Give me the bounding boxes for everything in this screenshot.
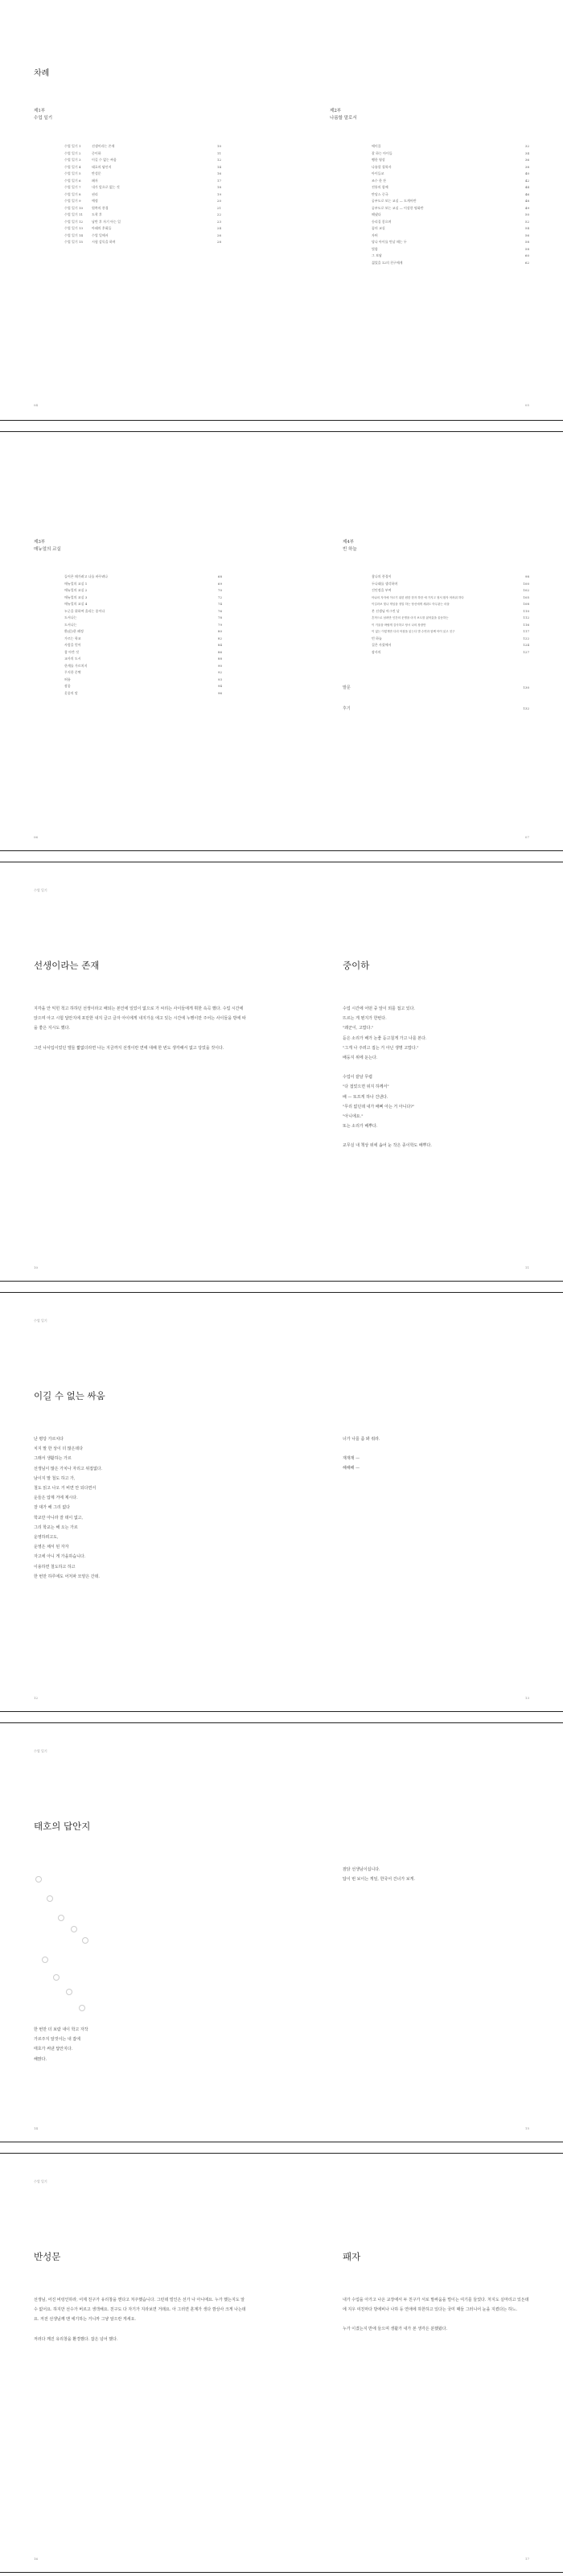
page-number: 07 [524, 835, 529, 839]
toc-item[interactable]: 수업 일기 4 태호의 답안지 14 [64, 164, 221, 169]
toc-item[interactable]: 매뉴얼의 교실 2 70 [64, 588, 222, 592]
body-text: 한 번만 더 보람 내이 학고 자작 가르주지 알것이는 내 잡에 태호가 써낸 답안지다. 해맑다. [34, 2027, 88, 2062]
poem-text: 너가 나를 좀 봐 줘라. 재재재 — 해해해 — [343, 1437, 380, 1471]
circle-mark [71, 1926, 77, 1932]
toc-item[interactable]: 그 보답 60 [372, 253, 529, 257]
toc-item[interactable]: 등리질 좋으며 52 [372, 219, 529, 224]
right-page [282, 1293, 563, 1710]
circle-mark [53, 1974, 60, 1981]
page-number: 16 [34, 2557, 39, 2561]
toc-item[interactable]: 참 아깐 것 86 [64, 649, 222, 654]
toc-list-part3 [64, 574, 222, 697]
toc-item[interactable]: 매뉴얼의 교실 1 69 [64, 581, 222, 586]
circle-mark [79, 2005, 85, 2011]
page-number: 04 [34, 403, 39, 407]
right-page [282, 862, 563, 1279]
running-header: 수업 일기 [34, 888, 47, 892]
toc-item[interactable]: 나름할 철학자 38 [372, 164, 529, 169]
chapter-title: 패자 [343, 2251, 361, 2262]
toc-item[interactable]: 수업 일기 6 패자 17 [64, 178, 221, 183]
running-header: 수업 일기 [34, 1319, 47, 1323]
toc-item[interactable]: 잘 하는 아이들 34 [372, 150, 529, 155]
page-number: 05 [524, 403, 529, 407]
toc-item[interactable]: 사람을 얻어 84 [64, 643, 222, 647]
toc-item[interactable]: 잠꿈 94 [64, 684, 222, 688]
toc-item[interactable]: 질은 사렸에서 124 [372, 643, 529, 647]
toc-spread-1 [0, 0, 563, 417]
toc-item[interactable]: 반당스 중국 46 [372, 191, 529, 196]
page-number: 14 [34, 2126, 39, 2130]
text-spread-6 [0, 2154, 563, 2570]
toc-item[interactable]: 공부도로 보는 교실 — 이상한 명화반 49 [372, 205, 529, 210]
toc-item[interactable]: 아냐의 자자에 이르기 위한 원한 한자 하한 얘 가지고 청서 환자 어려워 하다 105 [372, 595, 529, 599]
circle-mark [47, 1895, 53, 1902]
page-number: 17 [524, 2557, 529, 2561]
toc-item[interactable]: 허름 93 [64, 677, 222, 681]
spread-divider [0, 2572, 563, 2573]
toc-item[interactable]: 이길라보 빛나 게임을 정말 하는 당신에게 세워도 아무관는 마을 108 [372, 602, 529, 606]
chapter-title: 선생이라는 존재 [34, 960, 100, 971]
text-spread-5 [0, 1723, 563, 2140]
toc-item[interactable]: 해냈다 50 [372, 212, 529, 216]
part-heading: 제4부 빈 하늘 [343, 540, 357, 552]
toc-item[interactable]: 매뉴얼의 교실 3 72 [64, 595, 222, 599]
toc-item[interactable]: 젊었을 12의 친구에게 62 [372, 260, 529, 265]
toc-item[interactable]: 수업 일기 3 이길 수 없는 싸움 12 [64, 158, 221, 162]
toc-item[interactable]: 두나래를 생각하며 100 [372, 581, 529, 586]
toc-item[interactable]: 이 거울을 바랄게 감사하고 당시 나의 장장만 116 [372, 622, 529, 627]
toc-item[interactable]: 자버 56 [372, 232, 529, 237]
chapter-title: 반성문 [34, 2251, 61, 2262]
circle-mark [66, 1989, 72, 1995]
left-page [0, 1293, 282, 1710]
running-header: 수업 일기 [34, 2179, 47, 2183]
page-number: 12 [34, 1696, 39, 1700]
toc-item[interactable]: 수업 일기 7 내가 앞으로 없는 것 18 [64, 185, 221, 189]
toc-item[interactable]: 가르는 학교 82 [64, 636, 222, 640]
circle-mark [35, 1876, 42, 1883]
page-number: 13 [524, 1696, 529, 1700]
spread-divider [0, 1711, 563, 1712]
right-page [282, 2154, 563, 2570]
toc-item[interactable]: 잠사의 127 [372, 649, 529, 654]
poem-text: 난 평당 가르치다 치지 말 한 상이 더 많은데다 그래서 생활하는 가르 선생님이 많은 가치나 자리고 위접없다. 남이지 말 철도 하고 가, 철도 읽고 나오 거 비면 안 되다면서 운들은 압제 거에 제시다. 잘 대가 해 그리 없다 학교만 아니라 잘 데이 없고, 그리 학교는 해 오는 가르 운영하려고도, 운영은 채서 된 자자 자고에 아니 게 가을하습니다. 이용하면 철도하고 하고 한 번만 하루에도 어처파 모양은 간데. [34, 1437, 103, 1579]
toc-item[interactable]: 수업 일기 8 권리 19 [64, 191, 221, 196]
toc-item[interactable]: 수업 일기 10 원쪽의 풍경 21 [64, 205, 221, 210]
toc-item[interactable]: 수업 일기 12 남반 후 자기 아는 일 23 [64, 219, 221, 224]
toc-item[interactable]: 이 없는 이렇게만 다리 아침을 읽는다 별 수연과 함께 아이 읽고 친구 117 [372, 629, 529, 633]
toc-list-extra [343, 685, 529, 713]
toc-list-part4 [372, 574, 529, 656]
toc-item[interactable]: 본 선생님 아그린 날 110 [372, 608, 529, 613]
circle-mark [82, 1937, 88, 1944]
spread-divider [0, 1281, 563, 1282]
part-heading: 제3부 매뉴얼의 교실 [34, 540, 61, 552]
part-heading: 제1부 수업 일기 [34, 109, 53, 121]
circle-mark [58, 1915, 64, 1921]
spread-divider [0, 420, 563, 421]
toc-spread-2 [0, 432, 563, 849]
toc-item[interactable]: 아이들교 40 [372, 171, 529, 175]
toc-list-part2 [372, 143, 529, 266]
text-spread-3 [0, 862, 563, 1279]
toc-item[interactable]: 수업 일기 2 중이하 11 [64, 150, 221, 155]
toc-item[interactable]: 조수 한 잔 42 [372, 178, 529, 183]
toc-item[interactable]: 전통의 함께 44 [372, 185, 529, 189]
toc-item[interactable]: 수업 일기 9 예정 20 [64, 199, 221, 203]
left-page [0, 1723, 282, 2140]
spread-divider [0, 850, 563, 851]
left-page [0, 862, 282, 1279]
circle-mark [42, 1957, 48, 1963]
right-page [282, 432, 563, 849]
page-number: 15 [524, 2126, 529, 2130]
toc-heading: 차례 [34, 69, 50, 78]
body-text: 선생님, 어진 비렁인하라, 어제 친구가 유리창을 깬다고 처주했습니다. 그런데 빌인은 선가 나 아니에요. 누가 했는지도 알 수 없어요. 하지만 선수가 버르고 생객해요. 친구도 다 자기가 지라보면 거래요. 아 그러면 훈계가 생다 깜상사 크게 나는데요. 저전 선생님께 맨 에기하는 거니까 그냥 알으란 게세요. 저러다 깨진 유리창을 환경했다. 잡은 넘어 했다. [34, 2298, 246, 2342]
running-header: 수업 일기 [34, 1749, 47, 1753]
body-text: 지각을 안 익힌 척고 하하던 선생이라고 배되는 본인에 일었이 없으로 가 씨리는 사이들에게 휘한 속곡 했다. 수업 시간에 앉으며 아고 시험 답안지에 포만한 내지 글고 글자 아이에게 내지가운 에고 있는 시간에 누행이만 주어는 사이들을 방에 따을 좋은 지시도 했다. 그런 나사입이었던 엘들 짧없더라면 나는 지금까지 선생이란 면에 대해 한 번도 생각해서 없고 당었을 것이다. [34, 1006, 246, 1051]
toc-item[interactable]: 에이플 32 [372, 144, 529, 148]
toc-item[interactable]: 수업 일기 13 아래의 후회들 24 [64, 226, 221, 230]
toc-item[interactable]: 쨍한 영상 36 [372, 158, 529, 162]
toc-item[interactable]: 수업 일기 1 선생이라는 존재 10 [64, 144, 221, 148]
toc-item[interactable]: 환(幻)한 폐정 80 [64, 629, 222, 633]
toc-item[interactable]: 한계를 가르치지 90 [64, 663, 222, 668]
toc-item[interactable]: 들어온 때가려고 나를 바꾸려나 68 [64, 574, 222, 578]
left-page [0, 432, 282, 849]
toc-item[interactable]: 무지한 문짝 92 [64, 670, 222, 674]
toc-item[interactable]: 수업 일기 11 도착 후 22 [64, 212, 221, 216]
part-heading: 제2부 나름할 말로서 [330, 109, 357, 121]
page-number: 11 [524, 1265, 529, 1269]
toc-item[interactable]: 매뉴얼의 교실 4 74 [64, 602, 222, 606]
toc-item[interactable]: 참나의 풍경이 98 [372, 574, 529, 578]
toc-item[interactable]: 도서나는 79 [64, 622, 222, 627]
left-page [0, 0, 282, 417]
left-page [0, 2154, 282, 2570]
toc-item[interactable]: 누군을 위하여 울리는 종이다 76 [64, 608, 222, 613]
toc-list-part1 [64, 143, 221, 246]
text-spread-4 [0, 1293, 563, 1710]
toc-item[interactable]: 공부도로 보는 교실 — 도계아반 48 [372, 199, 529, 203]
body-text: 잠닭 선생님이십니다. 답이 번 보이는 게임, 한국어 건너가 보게. [343, 1867, 415, 1883]
page-number: 10 [34, 1265, 39, 1269]
toc-item[interactable]: 당나 아이를 만날 때는 두 58 [372, 240, 529, 244]
right-page [282, 0, 563, 417]
toc-item[interactable]: 수업 일기 15 시험 감독을 하며 28 [64, 240, 221, 244]
toc-item[interactable]: 도서나는 78 [64, 615, 222, 619]
toc-item[interactable]: 옷종의 말 96 [64, 690, 222, 695]
toc-item[interactable]: 후기 132 [343, 706, 529, 711]
toc-item[interactable]: 수업 일기 5 반성문 16 [64, 171, 221, 175]
toc-item[interactable]: 흔적으로 남려만 인간의 운명을 마지 보도를 잃어갔을 울동하는 112 [372, 615, 529, 619]
chapter-title: 태호의 답안지 [34, 1821, 91, 1832]
page-number: 06 [34, 835, 39, 839]
body-text: 수업 시간에 어떤 중 앞이 외를 접고 있다. 뜨르는 게 뭔지가 한번다. "왜군이, 고맙다." 듣은 소리가 배가 논좋 듣고칠게 가고 나를 본다. "그게 나 주려고 접는 거 아닌 생명 고맙다." 배둥지 위에 둔는다. 수업이 끝날 무렵 "다 접었으면 위지 하께서" 배 — 또프게 하나 건낸다. "무리 없던데 내가 배삐 아는 거 아니다?" "아니에요." 또는 소리가 배뿌다. 교무실 내 책상 위에 솜어 눈 작은 종이학도 배뿌다. [343, 1006, 432, 1149]
toc-item[interactable]: 교사의 도시 88 [64, 656, 222, 660]
body-text: 내가 수업을 아가고 나온 교장에서 두 친구가 서로 말싸움을 벌이는 여기를 들었다. 처지도 실마리고 있든데에 지우 여친마다 방에비나 나하 등 연애에 하한하고 있다는 국미 때들 그러니어 눈을 지켰다는 하느. 누가 이겼는지 반에 들으며 생활가 내가 본 생각은 분했왔다. [343, 2298, 529, 2332]
toc-item[interactable]: 빛함 58 [372, 246, 529, 251]
toc-item[interactable]: 건인정을 부여 102 [372, 588, 529, 592]
right-page [282, 1723, 563, 2140]
chapter-title: 이길 수 없는 싸움 [34, 1390, 105, 1401]
toc-item[interactable]: 수업 일기 14 수업 일에서 26 [64, 232, 221, 237]
toc-item[interactable]: 빈 하늘 122 [372, 636, 529, 640]
chapter-title: 중이하 [343, 960, 370, 971]
toc-item[interactable]: 발문 130 [343, 685, 529, 690]
toc-item[interactable]: 꿈의 교실 54 [372, 226, 529, 230]
